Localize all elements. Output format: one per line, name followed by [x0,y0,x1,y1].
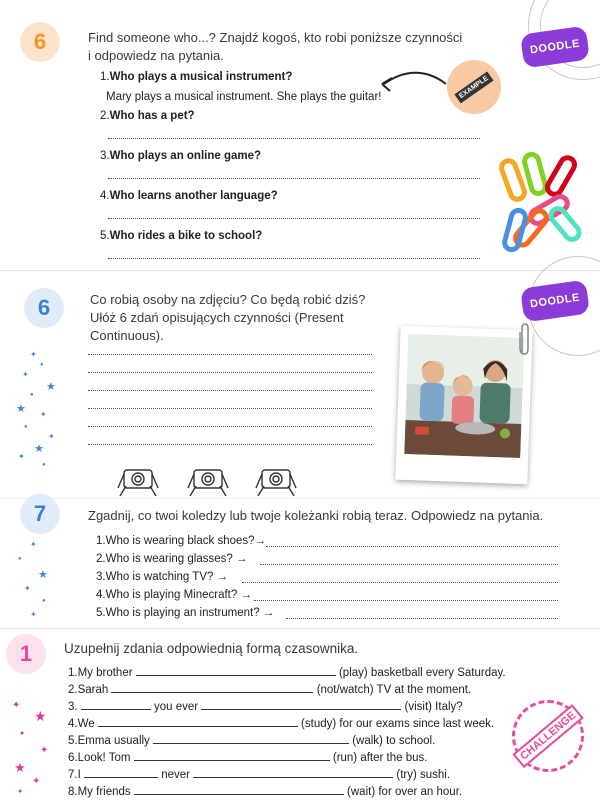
answer-line[interactable] [108,178,480,179]
section-number: 7 [33,501,47,526]
sentence-item: 5.Emma usually (walk) to school. [68,735,436,747]
arrow-icon [378,66,448,100]
question-item: 4.Who is playing Minecraft? → [96,589,252,601]
section-number-badge [24,288,64,328]
camera-icon [114,458,162,498]
challenge-badge [512,700,584,772]
answer-line[interactable] [88,390,372,391]
answer-line[interactable] [88,372,372,373]
section-divider [0,628,600,629]
sentence-item: 3. you ever (visit) Italy? [68,701,463,713]
example-label: EXAMPLE [455,71,494,103]
example-answer: Mary plays a musical instrument. She plays the guitar! [106,91,382,103]
answer-line[interactable] [108,138,480,139]
section-number-badge [20,22,60,62]
section-instruction: Zgadnij, co twoi koledzy lub twoje koleżanki robią teraz. Odpowiedz na pytania. [88,508,544,523]
sentence-item: 2.Sarah (not/watch) TV at the moment. [68,684,472,696]
section-number-badge [20,494,60,534]
camera-icon [252,458,300,498]
answer-line[interactable] [88,444,372,445]
family-cooking-photo [404,334,524,458]
challenge-label: CHALLENGE [512,704,584,768]
paperclip-icon [518,322,532,358]
section-divider [0,498,600,499]
answer-blank[interactable] [84,768,158,778]
answer-line[interactable] [242,582,558,583]
question-item: 2.Who is wearing glasses? → [96,553,248,565]
question-item: 2.Who has a pet? [100,110,195,122]
answer-blank[interactable] [193,768,393,778]
answer-blank[interactable] [153,734,349,744]
section-divider [0,270,600,271]
question-item: 5.Who is playing an instrument? → [96,607,275,619]
answer-blank[interactable] [136,666,336,676]
answer-line[interactable] [260,564,558,565]
answer-blank[interactable] [134,785,344,795]
section-number: 6 [33,29,47,54]
section-instruction: Co robią osoby na zdjęciu? Co będą robić dziś? Ułóż 6 zdań opisujących czynności (Present Continuous). [90,292,366,343]
doodle-logo: DOODLE [520,26,590,69]
answer-line[interactable] [88,426,372,427]
answer-blank[interactable] [111,683,313,693]
answer-blank[interactable] [81,700,151,710]
paperclips-decoration [498,150,588,260]
question-item: 1.Who is wearing black shoes?→ [96,535,267,547]
answer-blank[interactable] [201,700,401,710]
answer-blank[interactable] [134,751,330,761]
question-item: 5.Who rides a bike to school? [100,230,263,242]
question-item: 4.Who learns another language? [100,190,278,202]
sentence-item: 1.My brother (play) basketball every Saturday. [68,667,506,679]
section-instruction: Find someone who...? Znajdź kogoś, kto robi poniższe czynności i odpowiedz na pytania. [88,30,463,63]
doodle-logo: DOODLE [520,280,590,323]
answer-line[interactable] [254,600,558,601]
answer-line[interactable] [286,618,558,619]
section-number: 6 [37,295,51,320]
sentence-item: 7.I never (try) sushi. [68,769,451,781]
answer-blank[interactable] [98,717,298,727]
camera-icon [184,458,232,498]
section-number-badge [6,634,46,674]
photo-frame [395,326,532,485]
answer-line[interactable] [108,258,480,259]
sentence-item: 6.Look! Tom (run) after the bus. [68,752,428,764]
answer-line[interactable] [88,408,372,409]
question-item: 3.Who plays an online game? [100,150,262,162]
question-item: 1.Who plays a musical instrument? [100,71,293,83]
answer-line[interactable] [108,218,480,219]
sentence-item: 4.We (study) for our exams since last week. [68,718,495,730]
answer-line[interactable] [266,546,558,547]
answer-line[interactable] [88,354,372,355]
question-item: 3.Who is watching TV? → [96,571,229,583]
section-instruction: Uzupełnij zdania odpowiednią formą czasownika. [64,641,359,656]
section-number: 1 [19,641,33,666]
example-badge [447,60,501,114]
sentence-item: 8.My friends (wait) for over an hour. [68,786,463,798]
